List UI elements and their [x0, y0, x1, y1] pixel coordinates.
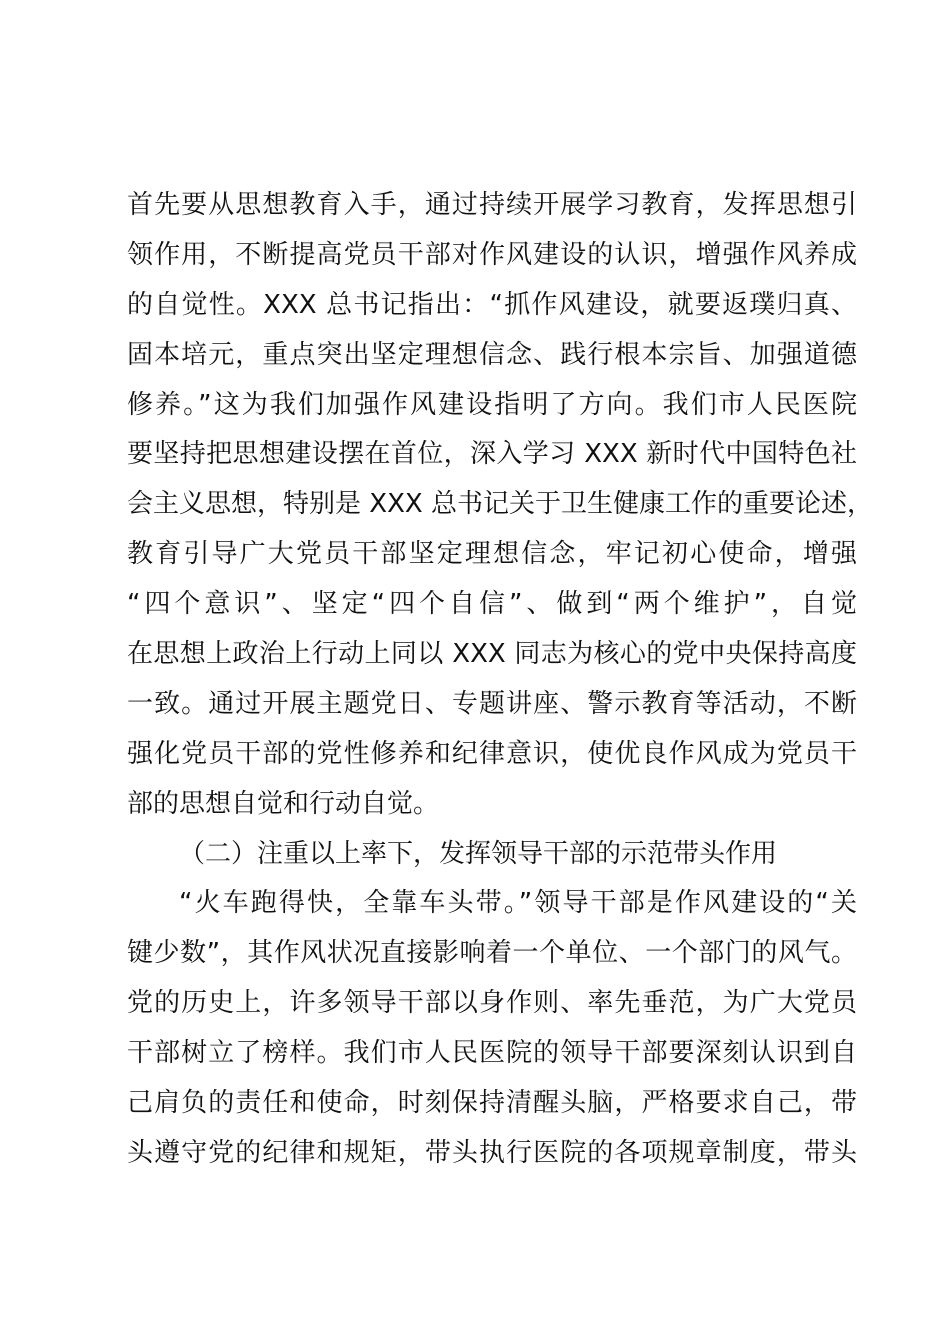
text-line: 强化党员干部的党性修养和纪律意识，使优良作风成为党员干	[127, 738, 857, 769]
text-line: 头遵守党的纪律和规矩，带头执行医院的各项规章制度，带头	[127, 1137, 857, 1168]
text-line: 首先要从思想教育入手，通过持续开展学习教育，发挥思想引	[127, 190, 857, 220]
text-line: 领作用，不断提高党员干部对作风建设的认识，增强作风养成	[127, 239, 857, 270]
body-text	[127, 181, 873, 1179]
text-line: 教育引导广大党员干部坚定理想信念，牢记初心使命，增强	[127, 539, 857, 570]
text-line: 干部树立了榜样。我们市人民医院的领导干部要深刻认识到自	[127, 1038, 857, 1069]
text-line: 党的历史上，许多领导干部以身作则、率先垂范，为广大党员	[127, 988, 857, 1019]
text-line: 固本培元，重点突出坚定理想信念、践行根本宗旨、加强道德	[127, 339, 857, 370]
text-line: 在思想上政治上行动上同以 XXX 同志为核心的党中央保持高度	[127, 639, 857, 670]
text-line: 部的思想自觉和行动自觉。	[127, 788, 440, 819]
section-heading: （二）注重以上率下，发挥领导干部的示范带头作用	[179, 838, 778, 869]
text-line: 键少数”，其作风状况直接影响着一个单位、一个部门的风气。	[127, 938, 857, 969]
text-line: 己肩负的责任和使命，时刻保持清醒头脑，严格要求自己，带	[127, 1088, 857, 1119]
text-line: “火车跑得快，全靠车头带。”领导干部是作风建设的“关	[179, 888, 857, 919]
text-line: 的自觉性。XXX 总书记指出：“抓作风建设，就要返璞归真、	[127, 289, 857, 320]
text-line: 会主义思想，特别是 XXX 总书记关于卫生健康工作的重要论述，	[127, 489, 873, 520]
text-line: “四个意识”、坚定“四个自信”、做到“两个维护”，自觉	[127, 589, 857, 620]
text-line: 修养。”这为我们加强作风建设指明了方向。我们市人民医院	[127, 389, 857, 420]
text-line: 要坚持把思想建设摆在首位，深入学习 XXX 新时代中国特色社	[127, 439, 857, 470]
text-line: 一致。通过开展主题党日、专题讲座、警示教育等活动，不断	[127, 688, 857, 719]
